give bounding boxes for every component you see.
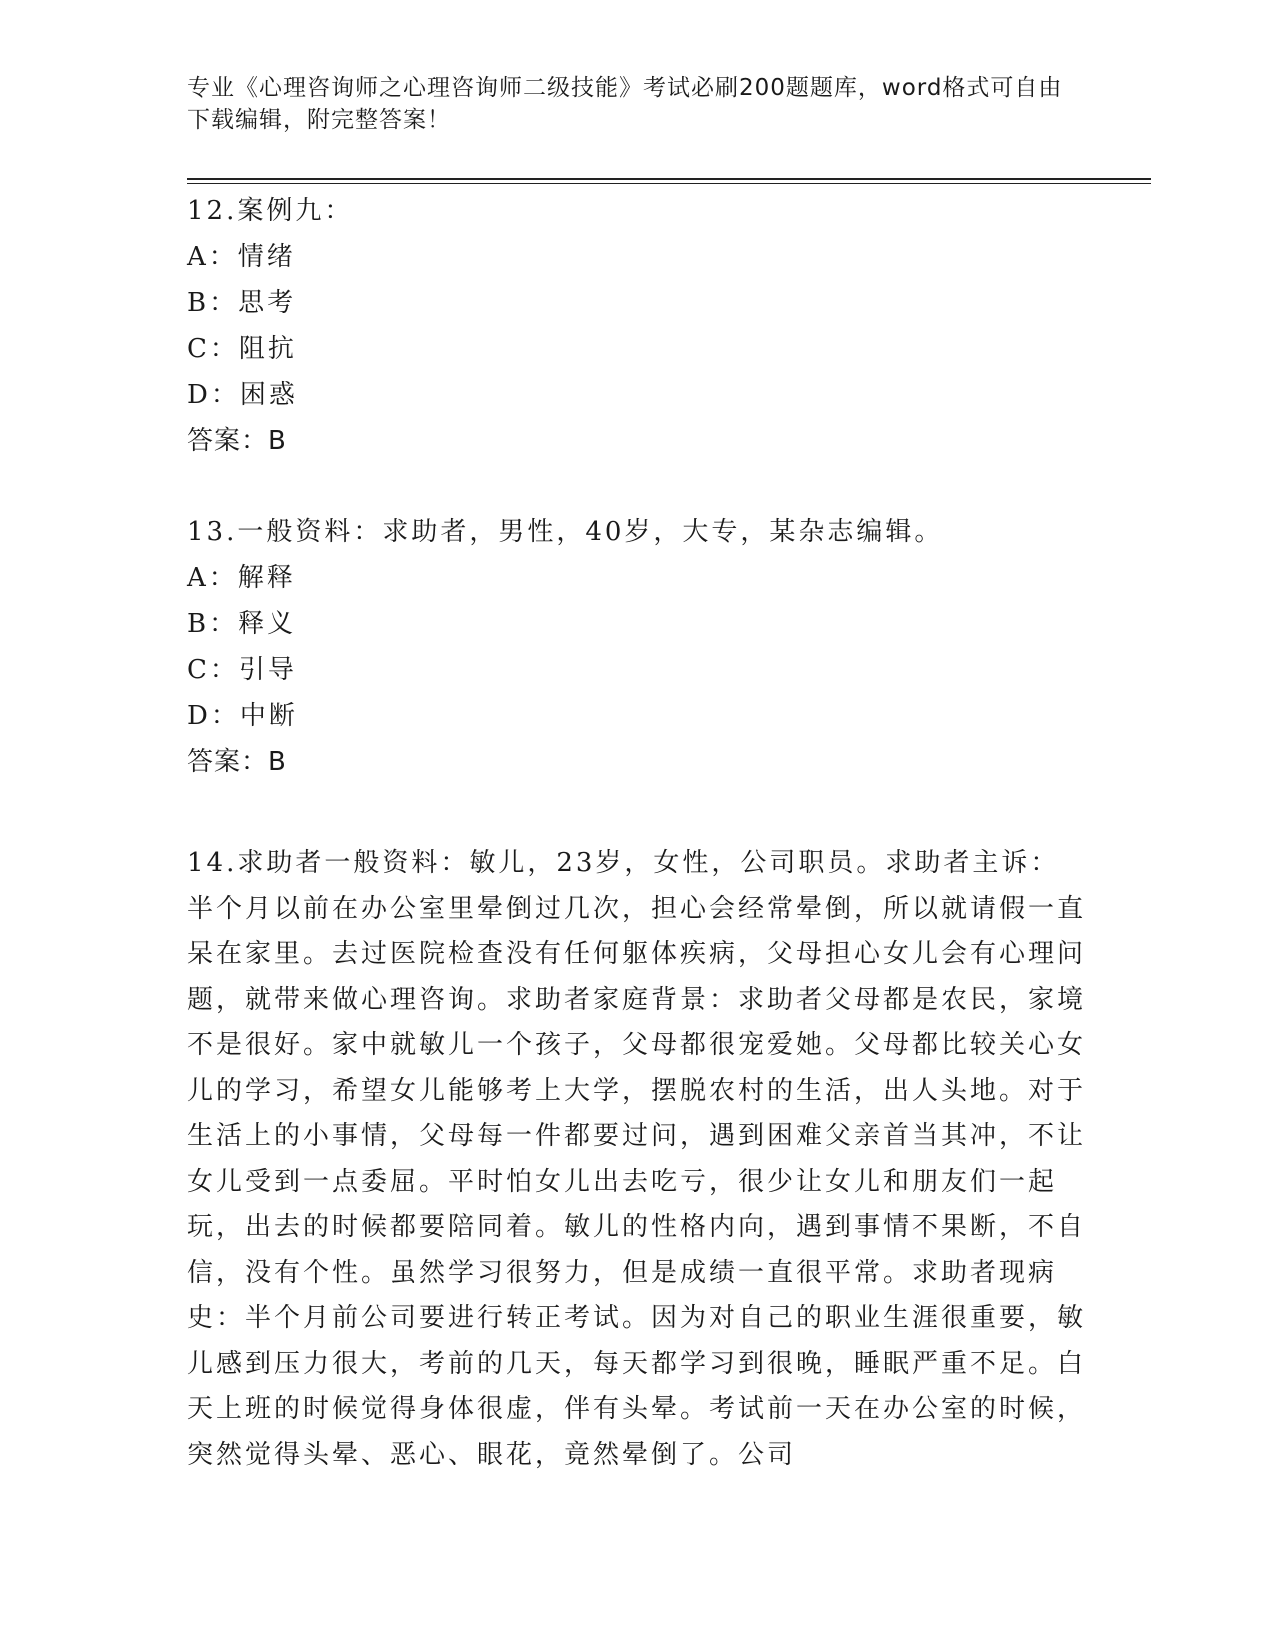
option-c: C：阻抗 [187,334,297,364]
option-b: B：思考 [187,288,297,318]
question-13 [187,509,1087,785]
option-c: C：引导 [187,655,297,685]
question-12 [187,188,1087,464]
option-b: B：释义 [187,609,297,639]
question-stem: 12.案例九： [187,196,354,226]
header-divider-thick [187,178,1151,180]
document-body [187,188,1087,1478]
option-d: D：困惑 [187,380,298,410]
spacer [187,785,1087,841]
option-a: A：情绪 [187,242,296,272]
option-d: D：中断 [187,701,298,731]
spacer [187,464,1087,509]
option-a: A：解释 [187,563,296,593]
answer-line: 答案：B [187,426,287,456]
answer-line: 答案：B [187,747,287,777]
header-title: 专业《心理咨询师之心理咨询师二级技能》考试必刷200题题库，word格式可自由下载编辑，附完整答案！ [187,75,1063,133]
question-14 [187,841,1087,1478]
question-stem: 14.求助者一般资料：敏儿，23岁，女性，公司职员。求助者主诉：半个月以前在办公室里晕倒过几次，担心会经常晕倒，所以就请假一直呆在家里。去过医院检查没有任何躯体疾病，父母担心女儿会有心理问题，就带来做心理咨询。求助者家庭背景：求助者父母都是农民，家境不是很好。家中就敏儿一个孩子，父母都很宠爱她。父母都比较关心女儿的学习，希望女儿能够考上大学，摆脱农村的生活，出人头地。对于生活上的小事情，父母每一件都要过问，遇到困难父亲首当其冲，不让女儿受到一点委屈。平时怕女儿出去吃亏，很少让女儿和朋友们一起玩，出去的时候都要陪同着。敏儿的性格内向，遇到事情不果断，不自信，没有个性。虽然学习很努力，但是成绩一直很平常。求助者现病史：半个月前公司要进行转正考试。因为对自己的职业生涯很重要，敏儿感到压力很大，考前的几天，每天都学习到很晚，睡眠严重不足。白天上班的时候觉得身体很虚，伴有头晕。考试前一天在办公室的时候，突然觉得头晕、恶心、眼花，竟然晕倒了。公司 [187,848,1087,1470]
header-divider-thin [187,183,1151,184]
document-header [187,72,1067,136]
question-stem: 13.一般资料：求助者，男性，40岁，大专，某杂志编辑。 [187,517,944,547]
